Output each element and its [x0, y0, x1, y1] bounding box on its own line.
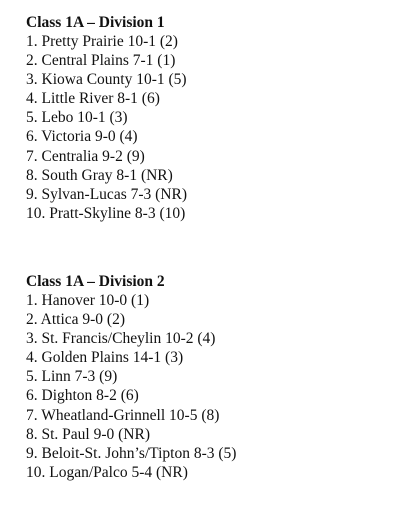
ranking-item: 9. Sylvan-Lucas 7-3 (NR)	[26, 185, 187, 203]
ranking-item: 8. St. Paul 9-0 (NR)	[26, 425, 150, 443]
ranking-item: 10. Logan/Palco 5-4 (NR)	[26, 463, 188, 481]
ranking-item: 9. Beloit-St. John’s/Tipton 8-3 (5)	[26, 444, 237, 462]
division-2-section	[26, 272, 236, 482]
ranking-item: 2. Attica 9-0 (2)	[26, 311, 126, 329]
ranking-item: 7. Centralia 9-2 (9)	[26, 147, 145, 165]
ranking-item: 1. Pretty Prairie 10-1 (2)	[26, 33, 178, 50]
division-2-rankings	[26, 291, 236, 482]
division-1-section	[26, 13, 187, 223]
division-1-rankings	[26, 32, 187, 223]
division-1-heading: Class 1A – Division 1	[26, 14, 165, 31]
ranking-item: 7. Wheatland-Grinnell 10-5 (8)	[26, 406, 220, 424]
ranking-item: 5. Linn 7-3 (9)	[26, 368, 118, 386]
ranking-item: 4. Little River 8-1 (6)	[26, 90, 160, 108]
ranking-item: 4. Golden Plains 14-1 (3)	[26, 349, 184, 367]
ranking-item: 6. Dighton 8-2 (6)	[26, 387, 139, 405]
ranking-item: 8. South Gray 8-1 (NR)	[26, 166, 173, 184]
ranking-item: 1. Hanover 10-0 (1)	[26, 292, 150, 309]
ranking-item: 5. Lebo 10-1 (3)	[26, 109, 128, 127]
ranking-item: 3. Kiowa County 10-1 (5)	[26, 71, 187, 89]
division-2-heading: Class 1A – Division 2	[26, 273, 165, 290]
ranking-item: 2. Central Plains 7-1 (1)	[26, 52, 176, 70]
ranking-item: 3. St. Francis/Cheylin 10-2 (4)	[26, 330, 216, 348]
ranking-item: 6. Victoria 9-0 (4)	[26, 128, 138, 146]
ranking-item: 10. Pratt-Skyline 8-3 (10)	[26, 204, 186, 222]
